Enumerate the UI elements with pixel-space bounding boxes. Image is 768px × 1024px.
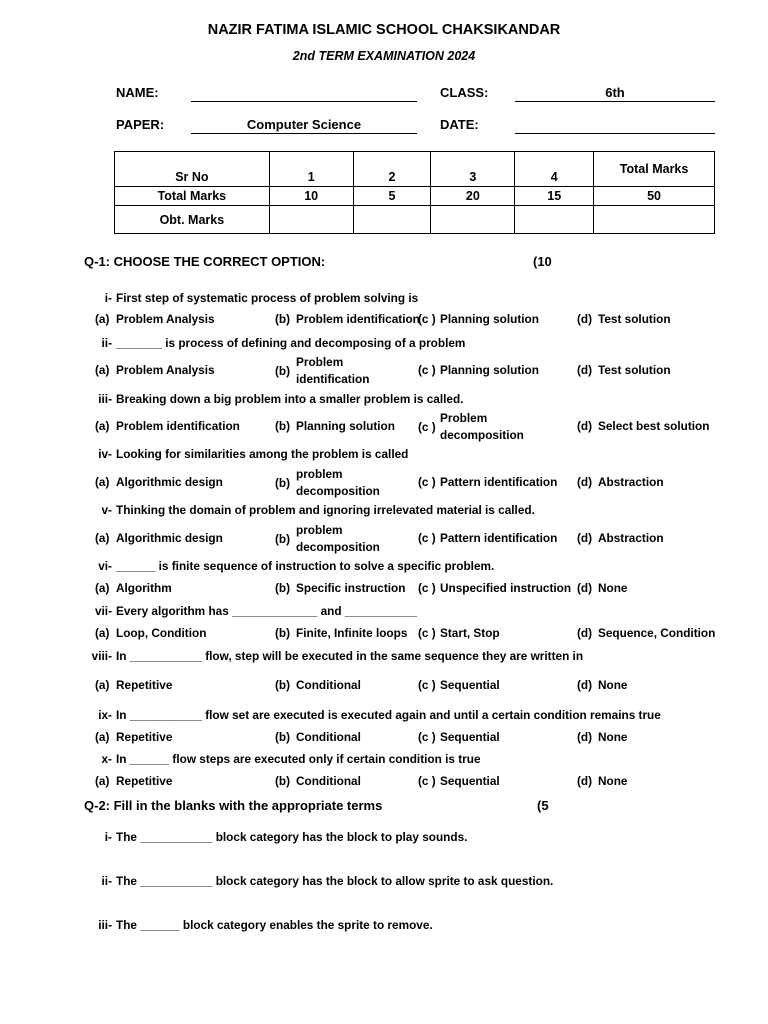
question-text: Breaking down a big problem into a smaller problem is called. xyxy=(116,392,464,406)
question-text: In ______ flow steps are executed only if certain condition is true xyxy=(116,752,481,766)
option-text: None xyxy=(598,730,628,744)
option-letter: (b) xyxy=(275,364,291,378)
option-text: Problem identification xyxy=(296,312,420,326)
header-cell: Sr No xyxy=(115,152,270,187)
obt-marks-row xyxy=(115,206,715,234)
option-letter: (d) xyxy=(577,475,593,489)
option-b[interactable] xyxy=(275,312,420,326)
option-a[interactable] xyxy=(95,678,172,692)
option-letter: (a) xyxy=(95,531,110,545)
option-letter: (b) xyxy=(275,581,291,595)
option-text: Problem Analysis xyxy=(116,312,215,326)
option-c[interactable] xyxy=(418,581,571,595)
option-letter: (d) xyxy=(577,678,593,692)
total-cell: Total Marks xyxy=(115,187,270,206)
option-a[interactable] xyxy=(95,363,215,377)
option-letter: (a) xyxy=(95,678,110,692)
option-b[interactable] xyxy=(275,466,391,500)
question-number: vii- xyxy=(94,604,112,618)
option-text: Unspecified instruction xyxy=(440,581,572,595)
option-letter: (a) xyxy=(95,419,110,433)
option-text: Conditional xyxy=(296,730,361,744)
option-letter: (c ) xyxy=(418,531,436,545)
option-text: Planning solution xyxy=(440,312,539,326)
option-text: None xyxy=(598,581,628,595)
option-letter: (a) xyxy=(95,581,110,595)
option-letter: (d) xyxy=(577,312,593,326)
option-text: Test solution xyxy=(598,312,671,326)
q1-heading: Q-1: CHOOSE THE CORRECT OPTION: xyxy=(84,254,326,269)
question-text: Every algorithm has _____________ and ___________ xyxy=(116,604,418,618)
option-letter: (c ) xyxy=(418,475,436,489)
option-a[interactable] xyxy=(95,626,206,640)
obt-cell: Obt. Marks xyxy=(115,206,270,234)
option-c[interactable] xyxy=(418,531,557,545)
obt-cell[interactable] xyxy=(353,206,431,234)
option-text: problem decomposition xyxy=(296,523,380,554)
obt-cell[interactable] xyxy=(594,206,715,234)
option-letter: (d) xyxy=(577,581,593,595)
question-number: ii- xyxy=(101,874,112,888)
q1-question xyxy=(78,291,418,305)
option-a[interactable] xyxy=(95,730,172,744)
total-cell: 5 xyxy=(353,187,431,206)
option-text: Test solution xyxy=(598,363,671,377)
option-a[interactable] xyxy=(95,419,240,433)
paper-line xyxy=(191,133,417,134)
question-number: vi- xyxy=(98,559,112,573)
option-text: Sequence, Condition xyxy=(598,626,716,640)
option-text: Pattern identification xyxy=(440,475,558,489)
option-text: Problem Analysis xyxy=(116,363,215,377)
option-letter: (a) xyxy=(95,475,110,489)
option-text: Sequential xyxy=(440,678,500,692)
total-marks-row xyxy=(115,187,715,206)
option-letter: (a) xyxy=(95,312,110,326)
option-letter: (c ) xyxy=(418,420,436,434)
option-a[interactable] xyxy=(95,531,223,545)
question-number: iii- xyxy=(98,918,112,932)
option-letter: (c ) xyxy=(418,774,436,788)
option-text: Sequential xyxy=(440,774,500,788)
q1-question xyxy=(78,503,535,517)
question-number: ix- xyxy=(98,708,112,722)
option-c[interactable] xyxy=(418,678,500,692)
option-d[interactable] xyxy=(577,581,628,595)
question-text: _______ is process of defining and decomposing of a problem xyxy=(116,336,466,350)
total-cell: 15 xyxy=(515,187,594,206)
option-b[interactable] xyxy=(275,678,361,692)
question-text: In ___________ flow, step will be executed in the same sequence they are written in xyxy=(116,649,584,663)
question-number: iv- xyxy=(98,447,112,461)
q1-question xyxy=(78,649,583,663)
option-letter: (b) xyxy=(275,774,291,788)
option-c[interactable] xyxy=(418,475,557,489)
obt-cell[interactable] xyxy=(515,206,594,234)
option-letter: (c ) xyxy=(418,312,436,326)
option-c[interactable] xyxy=(418,312,539,326)
option-text: Pattern identification xyxy=(440,531,558,545)
option-text: problem decomposition xyxy=(296,467,380,498)
option-letter: (a) xyxy=(95,774,110,788)
option-b[interactable] xyxy=(275,774,361,788)
class-label: CLASS: xyxy=(440,85,489,100)
option-letter: (b) xyxy=(275,730,291,744)
question-text: ______ is finite sequence of instruction to solve a specific problem. xyxy=(116,559,495,573)
option-c[interactable] xyxy=(418,626,500,640)
option-c[interactable] xyxy=(418,774,500,788)
option-letter: (d) xyxy=(577,730,593,744)
option-text: Start, Stop xyxy=(440,626,500,640)
q2-question xyxy=(80,874,553,888)
option-a[interactable] xyxy=(95,312,215,326)
option-text: Planning solution xyxy=(440,363,539,377)
question-number: v- xyxy=(101,503,112,517)
option-text: Conditional xyxy=(296,678,361,692)
option-letter: (b) xyxy=(275,419,291,433)
paper-value[interactable]: Computer Science xyxy=(246,117,362,132)
option-text: Algorithmic design xyxy=(116,531,223,545)
header-cell: 2 xyxy=(353,152,431,187)
q1-question xyxy=(78,447,408,461)
class-value[interactable]: 6th xyxy=(605,85,625,100)
exam-title: 2nd TERM EXAMINATION 2024 xyxy=(292,49,476,63)
q2-question xyxy=(80,830,467,844)
question-text: The ______ block category enables the sprite to remove. xyxy=(116,918,433,932)
question-number: i- xyxy=(104,830,112,844)
question-number: ii- xyxy=(101,336,112,350)
option-letter: (c ) xyxy=(418,581,436,595)
option-d[interactable] xyxy=(577,678,628,692)
obt-cell[interactable] xyxy=(269,206,353,234)
q1-question xyxy=(78,604,417,618)
total-cell: 20 xyxy=(431,187,515,206)
school-name: NAZIR FATIMA ISLAMIC SCHOOL CHAKSIKANDAR xyxy=(207,22,561,38)
option-text: Repetitive xyxy=(116,730,173,744)
date-line xyxy=(515,133,715,134)
option-letter: (a) xyxy=(95,730,110,744)
option-text: Repetitive xyxy=(116,678,173,692)
option-b[interactable] xyxy=(275,354,391,388)
question-text: Thinking the domain of problem and ignoring irrelevated material is called. xyxy=(116,503,535,517)
question-text: Looking for similarities among the problem is called xyxy=(116,447,409,461)
option-text: Sequential xyxy=(440,730,500,744)
question-text: In ___________ flow set are executed is executed again and until a certain condition remains true xyxy=(116,708,661,722)
q2-marks: (5 xyxy=(537,798,549,813)
option-letter: (d) xyxy=(577,419,593,433)
option-letter: (c ) xyxy=(418,730,436,744)
option-b[interactable] xyxy=(275,522,391,556)
option-text: None xyxy=(598,678,628,692)
option-letter: (c ) xyxy=(418,363,436,377)
option-text: Conditional xyxy=(296,774,361,788)
paper-label: PAPER: xyxy=(116,117,165,132)
date-label: DATE: xyxy=(440,117,479,132)
option-b[interactable] xyxy=(275,581,405,595)
option-b[interactable] xyxy=(275,419,395,433)
option-text: Specific instruction xyxy=(296,581,406,595)
option-text: Select best solution xyxy=(598,419,710,433)
name-line xyxy=(191,101,417,102)
question-number: viii- xyxy=(91,649,112,663)
obt-cell[interactable] xyxy=(431,206,515,234)
option-letter: (a) xyxy=(95,363,110,377)
question-text: The ___________ block category has the block to play sounds. xyxy=(116,830,468,844)
q1-question xyxy=(78,752,481,766)
option-letter: (c ) xyxy=(418,626,436,640)
option-d[interactable] xyxy=(577,419,709,433)
question-text: The ___________ block category has the block to allow sprite to ask question. xyxy=(116,874,554,888)
option-c[interactable] xyxy=(418,363,539,377)
option-d[interactable] xyxy=(577,475,664,489)
option-letter: (d) xyxy=(577,626,593,640)
question-number: x- xyxy=(101,752,112,766)
option-d[interactable] xyxy=(577,531,664,545)
question-number: i- xyxy=(104,291,112,305)
class-line xyxy=(515,101,715,102)
option-text: Problem identification xyxy=(296,355,370,386)
header-cell: Total Marks xyxy=(594,152,715,187)
option-a[interactable] xyxy=(95,581,172,595)
q2-question xyxy=(80,918,433,932)
option-d[interactable] xyxy=(577,730,628,744)
option-letter: (a) xyxy=(95,626,110,640)
q1-question xyxy=(78,708,661,722)
option-d[interactable] xyxy=(577,626,715,640)
option-text: Algorithm xyxy=(116,581,172,595)
q1-marks: (10 xyxy=(533,254,552,269)
option-b[interactable] xyxy=(275,730,361,744)
header-cell: 4 xyxy=(515,152,594,187)
option-letter: (d) xyxy=(577,363,593,377)
total-cell: 10 xyxy=(269,187,353,206)
option-letter: (c ) xyxy=(418,678,436,692)
option-text: Finite, Infinite loops xyxy=(296,626,408,640)
q1-question xyxy=(78,392,463,406)
option-text: None xyxy=(598,774,628,788)
option-text: Abstraction xyxy=(598,475,664,489)
option-text: Abstraction xyxy=(598,531,664,545)
header-cell: 3 xyxy=(431,152,515,187)
header-cell: 1 xyxy=(269,152,353,187)
question-text: First step of systematic process of problem solving is xyxy=(116,291,419,305)
q1-question xyxy=(78,336,465,350)
option-text: Problem identification xyxy=(116,419,240,433)
option-letter: (b) xyxy=(275,678,291,692)
q2-heading: Q-2: Fill in the blanks with the appropriate terms xyxy=(84,798,383,813)
option-d[interactable] xyxy=(577,774,628,788)
option-d[interactable] xyxy=(577,363,671,377)
option-text: Repetitive xyxy=(116,774,173,788)
option-letter: (b) xyxy=(275,532,291,546)
option-a[interactable] xyxy=(95,475,223,489)
q1-question xyxy=(78,559,494,573)
marks-header-row xyxy=(115,152,715,187)
option-letter: (d) xyxy=(577,531,593,545)
option-letter: (b) xyxy=(275,312,291,326)
option-text: Algorithmic design xyxy=(116,475,223,489)
name-label: NAME: xyxy=(116,85,159,100)
total-cell: 50 xyxy=(594,187,715,206)
option-text: Loop, Condition xyxy=(116,626,207,640)
option-text: Problem decomposition xyxy=(440,411,524,442)
question-number: iii- xyxy=(98,392,112,406)
option-b[interactable] xyxy=(275,626,407,640)
option-letter: (b) xyxy=(275,626,291,640)
option-d[interactable] xyxy=(577,312,671,326)
option-c[interactable] xyxy=(418,730,500,744)
option-letter: (b) xyxy=(275,476,291,490)
marks-table xyxy=(114,151,715,234)
option-a[interactable] xyxy=(95,774,172,788)
option-text: Planning solution xyxy=(296,419,395,433)
option-c[interactable] xyxy=(418,410,535,444)
option-letter: (d) xyxy=(577,774,593,788)
